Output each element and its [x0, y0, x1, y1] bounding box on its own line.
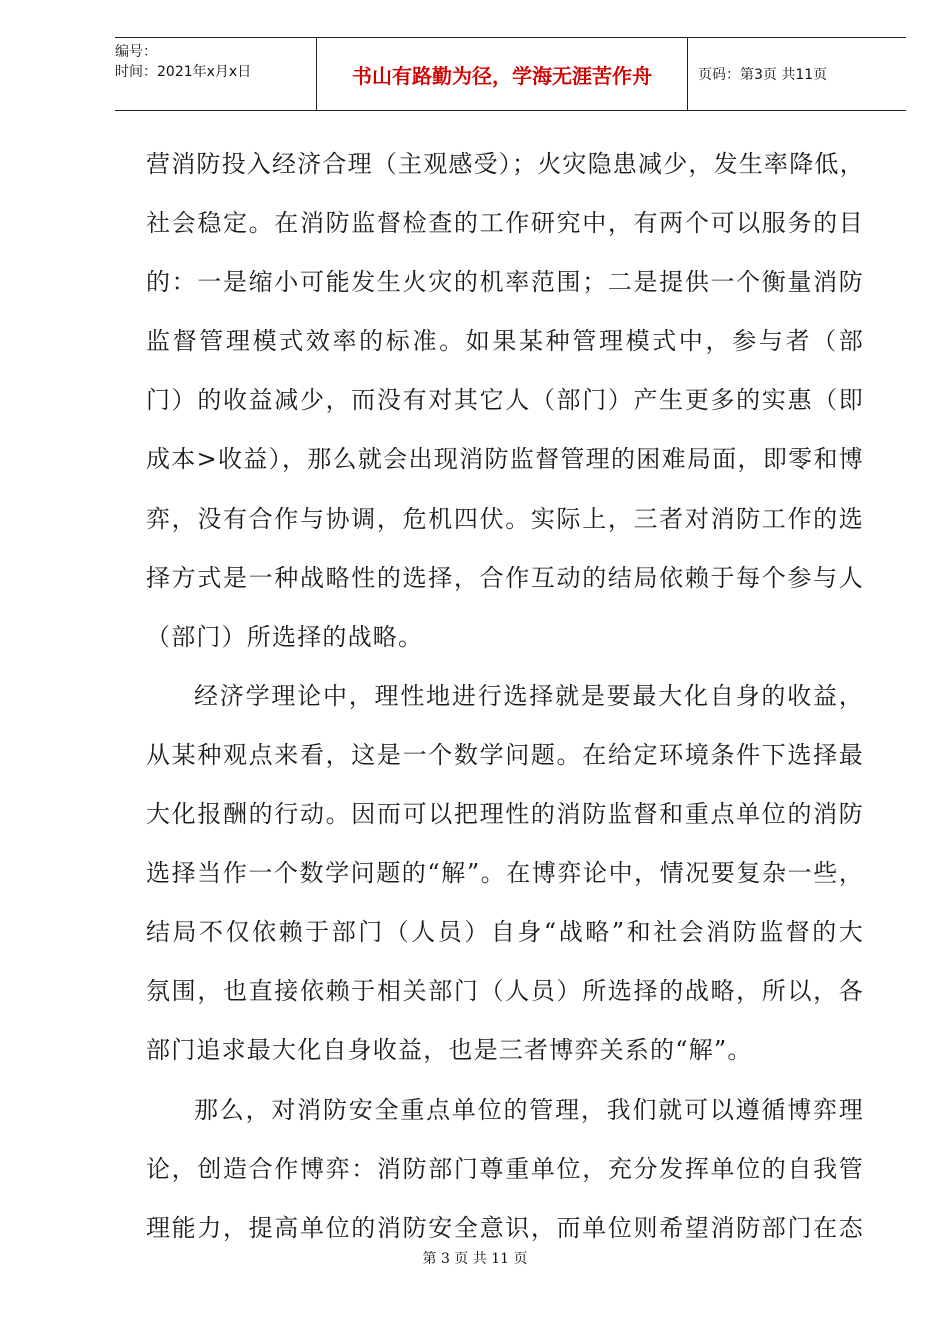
text-line: 门）的收益减少，而没有对其它人（部门）产生更多的实惠（即 — [146, 386, 864, 415]
text-line: 结局不仅依赖于部门（人员）自身“战略”和社会消防监督的大 — [146, 918, 864, 947]
header-meta — [115, 38, 316, 110]
text-line: 论，创造合作博弈：消防部门尊重单位，充分发挥单位的自我管 — [146, 1154, 864, 1183]
document-body — [146, 144, 864, 1267]
text-line: 社会稳定。在消防监督检查的工作研究中，有两个可以服务的目 — [146, 209, 864, 238]
text-line: 从某种观点来看，这是一个数学问题。在给定环境条件下选择最 — [146, 740, 864, 769]
text-line: 氛围，也直接依赖于相关部门（人员）所选择的战略，所以，各 — [146, 977, 864, 1006]
text-line: 大化报酬的行动。因而可以把理性的消防监督和重点单位的消防 — [146, 800, 864, 829]
text-line: 理能力，提高单位的消防安全意识，而单位则希望消防部门在态 — [146, 1213, 864, 1242]
header-page-info: 页码：第3页 共11页 — [698, 67, 828, 83]
header-motto: 书山有路勤为径，学海无涯苦作舟 — [316, 38, 688, 110]
text-line: 选择当作一个数学问题的“解”。在博弈论中，情况要复杂一些， — [146, 859, 864, 888]
text-line: 那么，对消防安全重点单位的管理，我们就可以遵循博弈理 — [194, 1095, 864, 1124]
text-line: 的：一是缩小可能发生火灾的机率范围；二是提供一个衡量消防 — [146, 268, 864, 297]
page-header — [115, 37, 906, 111]
text-line: 成本>收益），那么就会出现消防监督管理的困难局面，即零和博 — [146, 445, 864, 474]
text-line: 监督管理模式效率的标准。如果某种管理模式中，参与者（部 — [146, 327, 864, 356]
document-number-label: 编号： — [115, 44, 157, 60]
text-line: 经济学理论中，理性地进行选择就是要最大化自身的收益， — [194, 681, 864, 710]
text-line: （部门）所选择的战略。 — [146, 622, 424, 651]
text-line: 择方式是一种战略性的选择，合作互动的结局依赖于每个参与人 — [146, 563, 864, 592]
document-date-label: 时间：2021年x月x日 — [115, 64, 252, 80]
text-line: 部门追求最大化自身收益，也是三者博弈关系的“解”。 — [146, 1036, 753, 1065]
page-footer: 第 3 页 共 11 页 — [422, 1251, 528, 1267]
text-line: 营消防投入经济合理（主观感受）；火灾隐患减少，发生率降低， — [146, 150, 865, 178]
text-line: 弈，没有合作与协调，危机四伏。实际上，三者对消防工作的选 — [146, 504, 864, 533]
